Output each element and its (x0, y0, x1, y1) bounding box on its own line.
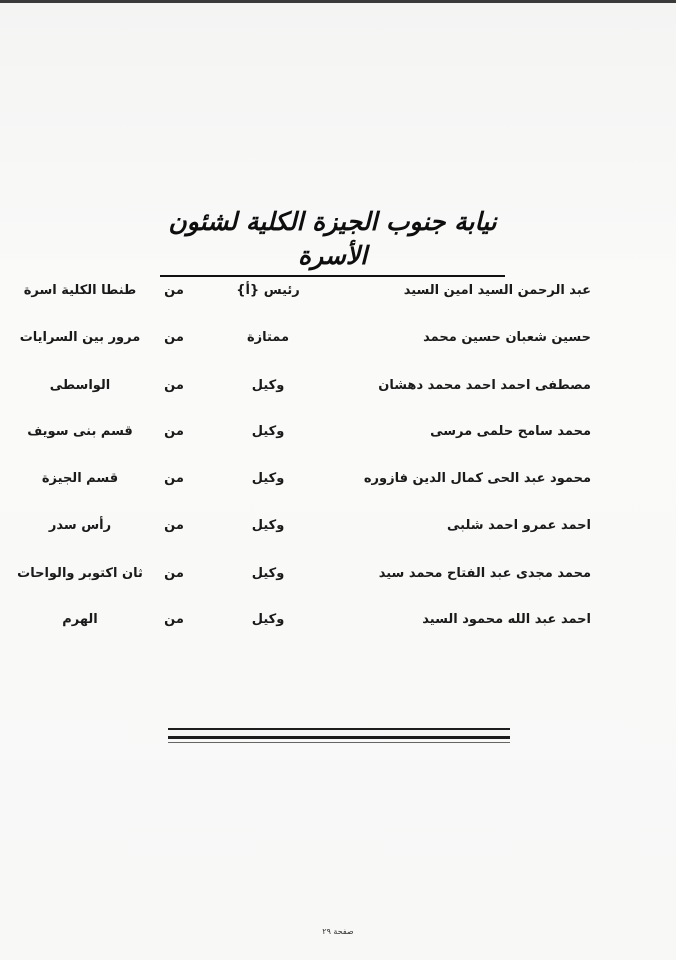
member-rank: وكيل (251, 566, 285, 581)
member-rank: رئيس {أ} (236, 283, 300, 298)
closing-rule (168, 742, 510, 743)
member-rank: وكيل (251, 424, 285, 439)
from-label: من (164, 330, 184, 345)
closing-rule (168, 736, 510, 739)
table-row (0, 374, 676, 398)
table-row (0, 279, 676, 303)
from-label: من (164, 612, 184, 627)
previous-office: قسم الجيزة (41, 471, 119, 486)
member-name: محمد سامح حلمى مرسى (430, 424, 591, 439)
member-name: احمد عبد الله محمود السيد (422, 612, 591, 627)
member-name: حسين شعبان حسين محمد (423, 330, 591, 345)
table-row (0, 608, 676, 632)
closing-rule (168, 728, 510, 730)
member-name: مصطفى احمد احمد محمد دهشان (378, 378, 591, 393)
member-rank: وكيل (251, 518, 285, 533)
from-label: من (164, 566, 184, 581)
member-name: محمود عبد الحى كمال الدين فازوره (363, 471, 591, 486)
table-row (0, 420, 676, 444)
previous-office: مرور بين السرايات (19, 330, 141, 345)
previous-office: الواسطى (49, 378, 111, 393)
page-number: صفحة ٢٩ (322, 927, 354, 936)
previous-office: طنطا الكلية اسرة (23, 283, 137, 298)
table-row (0, 562, 676, 586)
page-title: نيابة جنوب الجيزة الكلية لشئون الأسرة (160, 205, 505, 277)
member-name: عبد الرحمن السيد امين السيد (403, 283, 591, 298)
previous-office: قسم بنى سويف (27, 424, 133, 439)
from-label: من (164, 471, 184, 486)
from-label: من (164, 424, 184, 439)
from-label: من (164, 518, 184, 533)
member-name: احمد عمرو احمد شلبى (447, 518, 591, 533)
member-rank: وكيل (251, 612, 285, 627)
previous-office: رأس سدر (48, 518, 112, 533)
from-label: من (164, 283, 184, 298)
previous-office: ثان اكتوبر والواحات (17, 566, 143, 581)
table-row (0, 514, 676, 538)
scan-top-edge (0, 0, 676, 3)
member-name: محمد مجدى عبد الفتاح محمد سيد (378, 566, 591, 581)
previous-office: الهرم (62, 612, 98, 627)
table-row (0, 326, 676, 350)
table-row (0, 467, 676, 491)
member-rank: ممتازة (246, 330, 290, 345)
member-rank: وكيل (251, 471, 285, 486)
member-rank: وكيل (251, 378, 285, 393)
from-label: من (164, 378, 184, 393)
